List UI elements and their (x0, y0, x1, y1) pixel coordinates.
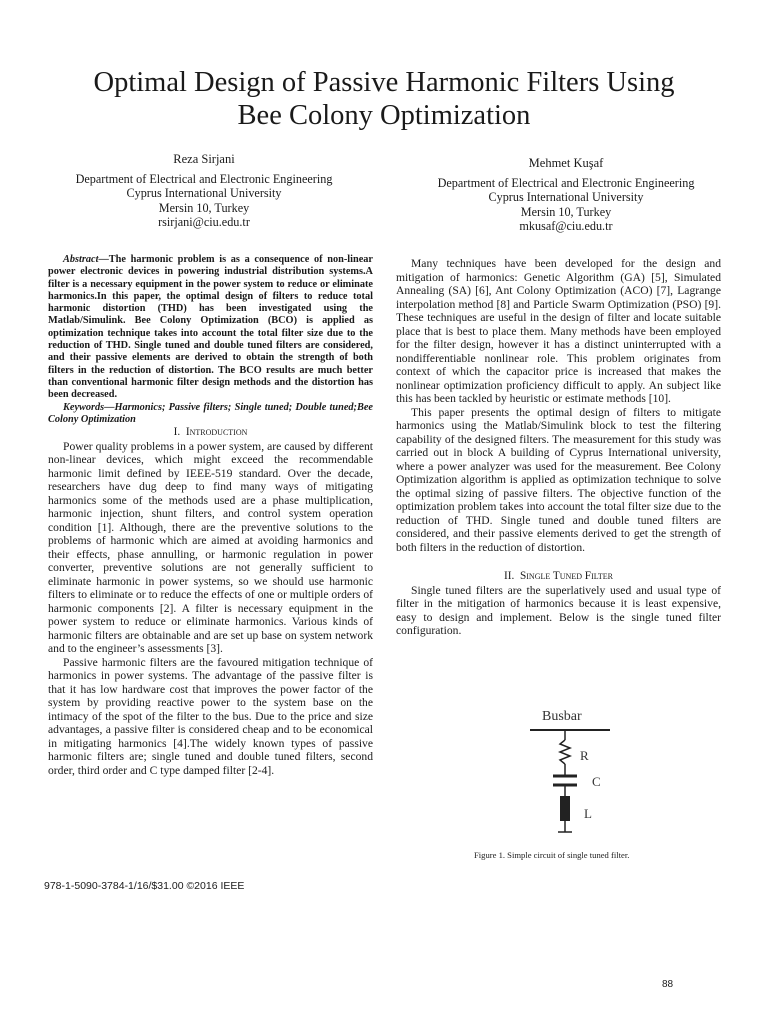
title-line-2: Bee Colony Optimization (237, 100, 531, 131)
section-number: II. (503, 570, 515, 582)
figure-caption: Figure 1. Simple circuit of single tuned filter. (474, 850, 630, 860)
right-paragraph-2: This paper presents the optimal design of filters to mitigate harmonics using the Matlab/Simulink block to test the filtering capability of the designed filters. The measurement for this study was carried out in block A building of Cyprus International university, where a power analyzer was used for the measurement. Bee Colony Optimization algorithm is applied as optimization technique to solve the optimal sizing of passive filters. The objective function of the optimization problem takes into account the total filter size due to the reduction of THD. Single tuned and double tuned filters are considered, and their passive elements derived to get the strength of both filters in the reduction of distortion. (396, 405, 721, 554)
busbar-label: Busbar (542, 709, 582, 724)
section-title: Single Tuned Filter (519, 570, 614, 582)
author-department: Department of Electrical and Electronic Engineering (75, 171, 333, 186)
copyright-notice: 978-1-5090-3784-1/16/$31.00 ©2016 IEEE (44, 880, 245, 892)
resistor-symbol (560, 740, 570, 764)
page-number: 88 (662, 979, 674, 990)
author-university: Cyprus International University (488, 190, 644, 204)
author-department: Department of Electrical and Electronic Engineering (437, 175, 695, 190)
abstract (48, 254, 373, 402)
inductor-symbol (560, 796, 570, 821)
right-column (396, 257, 721, 638)
abstract-label: Abstract (63, 254, 99, 265)
abstract-text: —The harmonic problem is as a consequence of non-linear power electronic devices in powering industrial distribution systems.A filter is a necessary equipment in the power system to reduce or eliminate harmonics.In this paper, the optimal design of filters to reduce total harmonic distortion (THD) has been investigated using the Matlab/Simulink. Bee Colony Optimization (BCO) is applied as optimization technique takes into account the total filter size due to the reduction of THD. Single tuned and double tuned filters are considered, and their passive elements are derived to obtain the strength of both filters in the reduction of distortion. The BCO results are much better than conventional harmonic filter design methods and the distortion has been decreased. (48, 254, 373, 401)
section-number: I. (173, 426, 181, 439)
title-line-1: Optimal Design of Passive Harmonic Filters Using (93, 67, 675, 98)
section-title: Introduction (185, 426, 248, 439)
author-name: Mehmet Kuşaf (528, 156, 604, 170)
resistor-label: R (580, 748, 589, 763)
author-email: mkusaf@ciu.edu.tr (519, 219, 613, 233)
author-block-2 (400, 156, 732, 234)
section-heading-single-tuned (396, 570, 721, 584)
left-column (48, 254, 373, 777)
author-name: Reza Sirjani (173, 152, 235, 166)
author-email: rsirjani@ciu.edu.tr (158, 215, 250, 229)
intro-paragraph-1: Power quality problems in a power system, are caused by different non-linear devices, which might exceed the recommendable harmonic limit defined by IEEE-519 standard. Over the decade, researchers have dug deep to find many ways of mitigating harmonics some of the methods used are a phase multiplication, harmonic injection, shunt filters, and control system operation condition [1]. Although, there are the preventive solutions to the problems of harmonic which are aimed at avoiding harmonics and their effects, phase annulling, or harmonic regulation in power converter, preventive solutions are not generally sufficient to eliminate harmonic in power systems, so we should use harmonic filters to eliminate or to reduce the effects of one or multiple orders of harmonic components [2]. A filter is necessary equipment in the power system to reduce or eliminate harmonics. Various kinds of harmonic filters are obtainable and are set up base on system network and to the engineer’s assessments [3]. (48, 439, 373, 656)
intro-paragraph-2: Passive harmonic filters are the favoured mitigation technique of harmonics in power systems. The advantage of the passive filter is that it has low hardware cost that improves the power factor of the system by providing reactive power to the system base on the intimacy of the spot of the filter to the bus. Due to the price and size advantages, a passive filter is considered cheap and to be economical in mitigating harmonics [4].The widely known types of passive harmonic filters are; single tuned and double tuned filters, second order, third order and C type damped filter [2-4]. (48, 655, 373, 777)
keywords-text: —Harmonics; Passive filters; Single tuned; Double tuned;Bee Colony Optimization (48, 401, 373, 425)
author-city: Mersin 10, Turkey (158, 200, 250, 215)
section-heading-introduction (48, 426, 373, 440)
paper-title (30, 66, 738, 132)
keywords (48, 402, 373, 427)
right-paragraph-1: Many techniques have been developed for the design and mitigation of harmonics: Genetic Algorithm (GA) [5], Simulated Annealing (SA) [6], Ant Colony Optimization (ACO) [7], Lagrange interpolation method [8] and Particle Swarm Optimization (PSO) [9]. These techniques are useful in the design of filter and locate suitable place that is best to place them. Many methods have been employed for the filter design, however it has a distinct uninterrupted with a nondifferentiable nonlinear role. This problem originates from context of which the capacitor price is increased that makes the nonlinear optimization proficiency difficult to apply. An subject like this has been tackled by heuristic or estimate methods [10]. (396, 257, 721, 405)
author-city: Mersin 10, Turkey (520, 204, 612, 219)
capacitor-label: C (592, 774, 601, 789)
section2-paragraph: Single tuned filters are the superlatively used and usual type of filter in the mitigation of harmonics because it is least expensive, easy to design and implement. Below is the single tuned filter configuration. (396, 583, 721, 637)
author-university: Cyprus International University (126, 186, 282, 200)
inductor-label: L (584, 806, 592, 821)
single-tuned-filter-circuit (520, 700, 640, 840)
keywords-label: Keywords (63, 401, 105, 413)
author-block-1 (44, 152, 364, 230)
